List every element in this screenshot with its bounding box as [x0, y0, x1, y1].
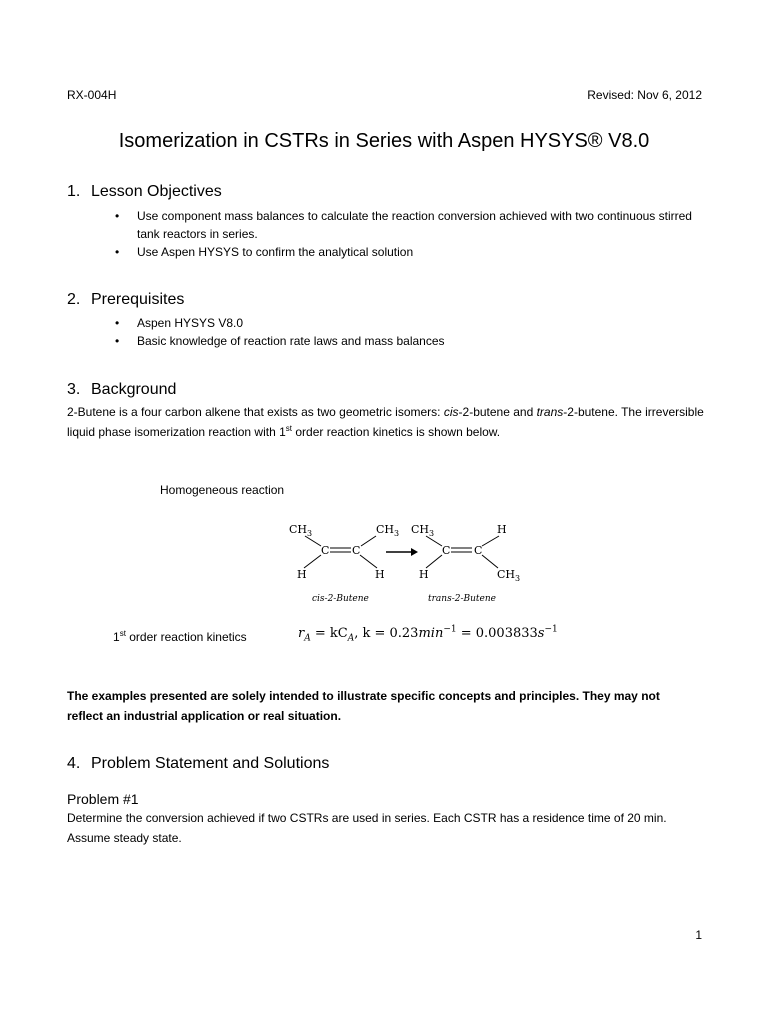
section-number: 4.	[67, 755, 81, 772]
section-number: 2.	[67, 291, 81, 308]
carbon-atom: C	[321, 544, 330, 557]
revision-date: Revised: Nov 6, 2012	[587, 88, 702, 102]
single-bond	[360, 555, 377, 568]
single-bond	[304, 555, 321, 568]
reaction-diagram	[280, 515, 550, 610]
background-paragraph: 2-Butene is a four carbon alkene that exists as two geometric isomers: cis-2-butene and trans-2-butene. The irreversible liquid phase isomerization reaction with 1st order reaction kinetics is shown below.	[67, 405, 704, 439]
section-title: Lesson Objectives	[91, 183, 222, 200]
section-heading-background	[67, 381, 176, 399]
disclaimer-text: The examples presented are solely intended to illustrate specific concepts and principles. They may not reflect an industrial application or real situation.	[67, 689, 660, 723]
methyl-group: $CH_3$	[411, 523, 435, 538]
list-item: • Basic knowledge of reaction rate laws and mass balances	[115, 332, 705, 350]
problem-text: Determine the conversion achieved if two CSTRs are used in series. Each CSTR has a residence time of 20 min. Assume steady state.	[67, 811, 667, 845]
carbon-atom: C	[352, 544, 361, 557]
single-bond	[426, 555, 442, 568]
figure-label: Homogeneous reaction	[160, 483, 285, 497]
compound-name: cis-2-Butene	[312, 594, 369, 604]
trans-term: trans	[536, 405, 564, 419]
objectives-list	[115, 207, 705, 261]
single-bond	[361, 536, 376, 546]
hydrogen-atom: H	[375, 568, 385, 581]
carbon-atom: C	[442, 544, 451, 557]
section-heading-problem	[67, 755, 329, 773]
section-title: Prerequisites	[91, 291, 185, 308]
hydrogen-atom: H	[419, 568, 429, 581]
methyl-group: $CH_3$	[497, 568, 521, 583]
single-bond	[482, 555, 498, 568]
cis-2-butene-structure	[289, 523, 399, 604]
methyl-group: $CH_3$	[376, 523, 400, 538]
prerequisites-list	[115, 314, 705, 350]
section-number: 3.	[67, 381, 81, 398]
rate-equation: $r_A = kC_A$, $k = 0.23\min^{-1} = 0.003833s^{-1}$	[298, 624, 558, 644]
list-item: • Use component mass balances to calculate the reaction conversion achieved with two continuous stirred tank reactors in series.	[115, 207, 705, 243]
section-heading-objectives	[67, 183, 222, 201]
section-title: Problem Statement and Solutions	[91, 755, 330, 772]
section-heading-prerequisites	[67, 291, 184, 309]
hydrogen-atom: H	[297, 568, 307, 581]
list-item: • Use Aspen HYSYS to confirm the analytical solution	[115, 243, 705, 261]
hydrogen-atom: H	[497, 523, 507, 536]
reaction-arrow	[386, 548, 418, 556]
document-id: RX-004H	[67, 88, 117, 102]
page-title: Isomerization in CSTRs in Series with Aspen HYSYS® V8.0	[118, 130, 650, 152]
carbon-atom: C	[474, 544, 483, 557]
section-title: Background	[91, 381, 177, 398]
kinetics-label: 1st order reaction kinetics	[113, 629, 247, 644]
problem-subheading: Problem #1	[67, 791, 139, 807]
cis-term: cis	[443, 405, 459, 419]
trans-2-butene-structure	[411, 523, 520, 604]
single-bond	[305, 536, 321, 546]
single-bond	[482, 536, 499, 546]
methyl-group: $CH_3$	[289, 523, 313, 538]
list-item: • Aspen HYSYS V8.0	[115, 314, 705, 332]
page-number: 1	[695, 928, 702, 942]
section-number: 1.	[67, 183, 81, 200]
compound-name: trans-2-Butene	[428, 594, 496, 604]
